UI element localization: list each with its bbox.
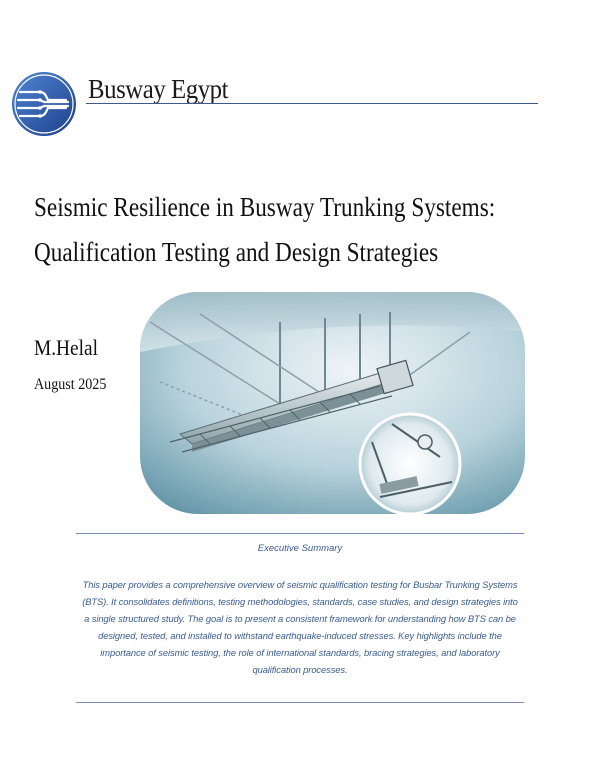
summary-top-rule: [76, 533, 524, 534]
busway-logo-icon: [10, 70, 78, 138]
header-divider: [86, 103, 538, 104]
publication-date: August 2025: [34, 376, 107, 393]
executive-summary-heading: Executive Summary: [257, 543, 343, 554]
document-title: [34, 185, 498, 275]
cover-photo-busway-bracing: [140, 292, 525, 514]
title-line-2: Qualification Testing and Design Strategies: [34, 237, 439, 267]
executive-summary-body: This paper provides a comprehensive overview of seismic qualification testing for Busbar Trunking Systems (BTS). It consolidates definitions, testing methodologies, standards, case studies, and design strategies into a single structured study. The goal is to present a consistent framework for understanding how BTS can be designed, tested, and installed to withstand earthquake-induced stresses. Key highlights include the importance of seismic testing, the role of international standards, bracing strategies, and laboratory qualification processes.: [82, 579, 518, 675]
summary-bottom-rule: [76, 702, 524, 703]
brand-name: Busway Egypt: [88, 74, 229, 104]
title-line-1: Seismic Resilience in Busway Trunking Systems:: [34, 192, 496, 222]
author-name: M.Helal: [34, 335, 98, 360]
